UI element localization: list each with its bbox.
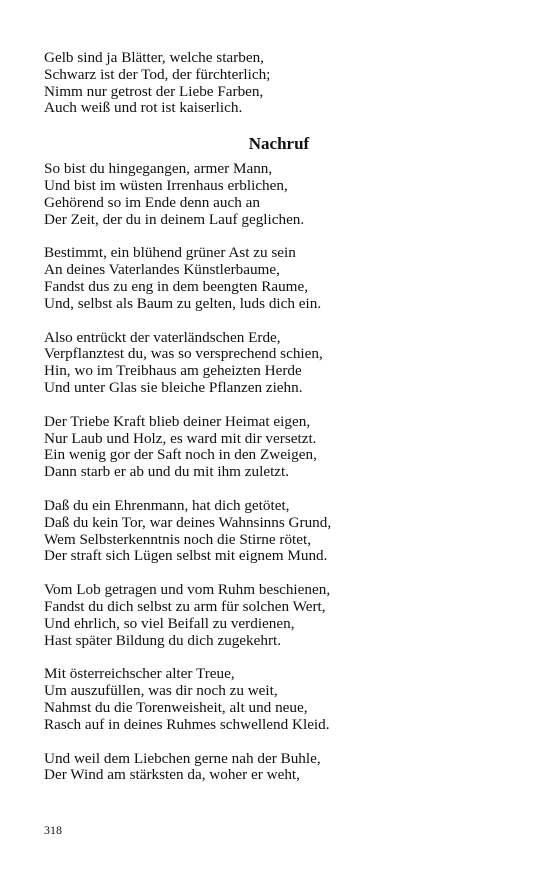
verse-line: Und weil dem Liebchen gerne nah der Buhle, (44, 749, 321, 767)
stanza-6 (44, 582, 514, 649)
verse-line: Nur Laub und Holz, es ward mit dir versetzt. (44, 429, 317, 447)
verse-line: Hast später Bildung du dich zugekehrt. (44, 631, 282, 649)
verse-line: Nahmst du die Torenweisheit, alt und neue, (44, 698, 308, 716)
verse-line: Ein wenig gor der Saft noch in den Zweigen, (44, 446, 317, 464)
verse-line: So bist du hingegangen, armer Mann, (44, 160, 273, 178)
verse-line: Und ehrlich, so viel Beifall zu verdienen, (44, 614, 295, 632)
stanza-previous-poem (44, 50, 514, 117)
verse-line: An deines Vaterlandes Künstlerbaume, (44, 261, 280, 279)
verse-line: Und unter Glas sie bleiche Pflanzen ziehn. (44, 378, 303, 396)
verse-line: Vom Lob getragen und vom Ruhm beschienen, (44, 581, 331, 599)
stanza-8 (44, 751, 514, 785)
verse-line: Daß du kein Tor, war deines Wahnsinns Grund, (44, 513, 332, 531)
stanza-1 (44, 161, 514, 228)
verse-line: Verpflanztest du, was so versprechend schien, (44, 345, 323, 363)
verse-line: Gehörend so im Ende denn auch an (44, 193, 260, 211)
verse-line: Der Zeit, der du in deinem Lauf geglichen. (44, 210, 305, 228)
verse-line: Schwarz ist der Tod, der fürchterlich; (44, 65, 271, 83)
verse-line: Rasch auf in deines Ruhmes schwellend Kleid. (44, 715, 330, 733)
verse-line: Hin, wo im Treibhaus am geheizten Herde (44, 362, 302, 380)
stanza-7 (44, 666, 514, 733)
verse-line: Also entrückt der vaterländschen Erde, (44, 328, 281, 346)
verse-line: Auch weiß und rot ist kaiserlich. (44, 99, 243, 117)
stanza-5 (44, 498, 514, 565)
verse-line: Um auszufüllen, was dir noch zu weit, (44, 682, 278, 700)
verse-line: Und, selbst als Baum zu gelten, luds dich ein. (44, 294, 322, 312)
verse-line: Daß du ein Ehrenmann, hat dich getötet, (44, 496, 290, 514)
page-number: 318 (44, 823, 62, 837)
verse-line: Gelb sind ja Blätter, welche starben, (44, 49, 264, 66)
verse-line: Mit österreichscher alter Treue, (44, 665, 235, 683)
verse-line: Nimm nur getrost der Liebe Farben, (44, 82, 264, 100)
verse-line: Der Triebe Kraft blieb deiner Heimat eigen, (44, 412, 311, 430)
verse-line: Der straft sich Lügen selbst mit eignem Mund. (44, 547, 328, 565)
verse-line: Fandst du dich selbst zu arm für solchen Wert, (44, 597, 326, 615)
verse-line: Der Wind am stärksten da, woher er weht, (44, 766, 300, 784)
stanza-4 (44, 414, 514, 481)
verse-line: Und bist im wüsten Irrenhaus erblichen, (44, 176, 288, 194)
stanza-2 (44, 245, 514, 312)
verse-line: Bestimmt, ein blühend grüner Ast zu sein (44, 244, 296, 262)
page-body (44, 50, 514, 801)
verse-line: Wem Selbsterkenntnis noch die Stirne rötet, (44, 530, 312, 548)
poem-title: Nachruf (248, 134, 310, 154)
stanza-3 (44, 330, 514, 397)
verse-line: Dann starb er ab und du mit ihm zuletzt. (44, 463, 290, 481)
verse-line: Fandst dus zu eng in dem beengten Raume, (44, 277, 309, 295)
